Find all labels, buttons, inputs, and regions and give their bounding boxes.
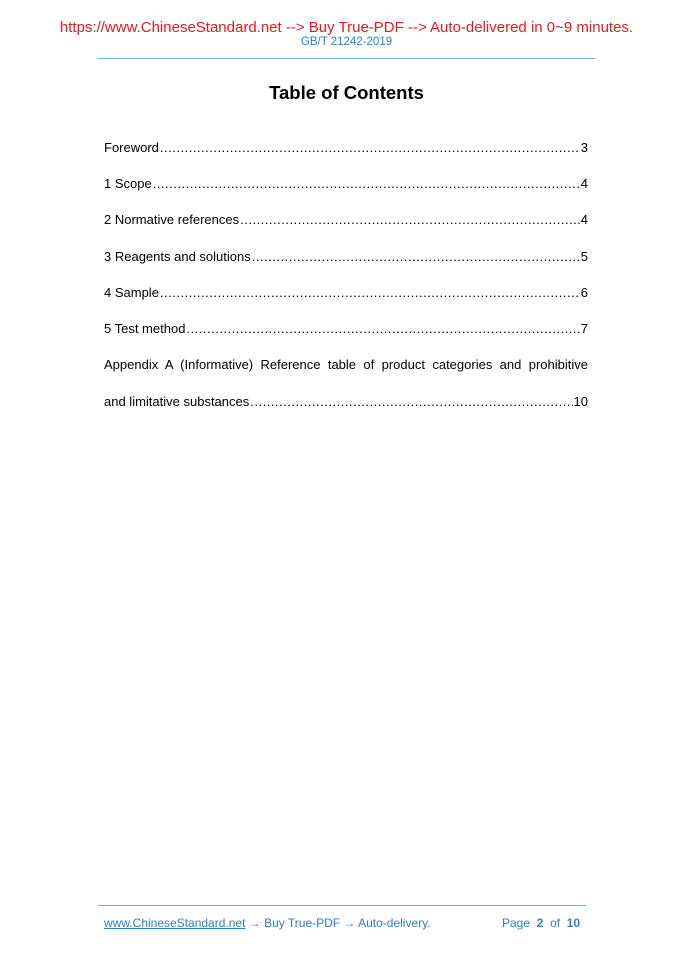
toc-dot-leader [160,285,580,301]
toc-dot-leader [160,140,580,156]
toc-entry-test-method[interactable] [104,321,588,337]
footer-site-link[interactable]: www.ChineseStandard.net [104,916,246,930]
toc-entry-normative-references[interactable] [104,212,588,228]
footer-divider [98,905,586,906]
toc-entry-page: 10 [573,394,588,409]
toc-entry-appendix-line2[interactable] [104,394,588,410]
footer-promo-text: → Buy True-PDF → Auto-delivery. [245,916,431,930]
toc-dot-leader [240,212,580,228]
toc-entry-scope[interactable] [104,176,588,192]
toc-dot-leader [153,176,580,192]
toc-entry-page: 4 [580,212,588,227]
page-label: Page [502,916,531,930]
page-title: Table of Contents [269,82,424,103]
toc-entry-label: 4 Sample [104,285,159,300]
standard-code: GB/T 21242-2019 [300,36,393,48]
toc-entry-label: 3 Reagents and solutions [104,249,251,264]
toc-entry-appendix-line1[interactable]: Appendix A (Informative) Reference table of product categories and prohibitive [104,357,588,372]
header-divider [98,58,595,59]
toc-entry-page: 5 [580,249,588,264]
toc-entry-label: 5 Test method [104,321,186,336]
total-pages: 10 [566,916,581,930]
toc-entry-page: 4 [580,176,588,191]
toc-dot-leader [250,394,572,410]
toc-entry-reagents[interactable] [104,249,588,265]
toc-entry-label: Foreword [104,140,159,155]
toc-entry-sample[interactable] [104,285,588,301]
toc-entry-label: and limitative substances [104,394,250,409]
footer-promo [104,916,431,931]
toc-dot-leader [186,321,579,337]
toc-entry-page: 3 [580,140,588,155]
toc-entry-label: 1 Scope [104,176,152,191]
toc-entry-page: 7 [580,321,588,336]
toc-entry-page: 6 [580,285,588,300]
promo-banner[interactable]: https://www.ChineseStandard.net --> Buy True-PDF --> Auto-delivered in 0~9 minutes. [59,19,634,36]
page-of-label: of [550,916,561,930]
toc-dot-leader [252,249,580,265]
toc-entry-label: 2 Normative references [104,212,240,227]
toc-entry-foreword[interactable] [104,140,588,156]
current-page: 2 [536,916,544,930]
page-number [502,916,580,931]
